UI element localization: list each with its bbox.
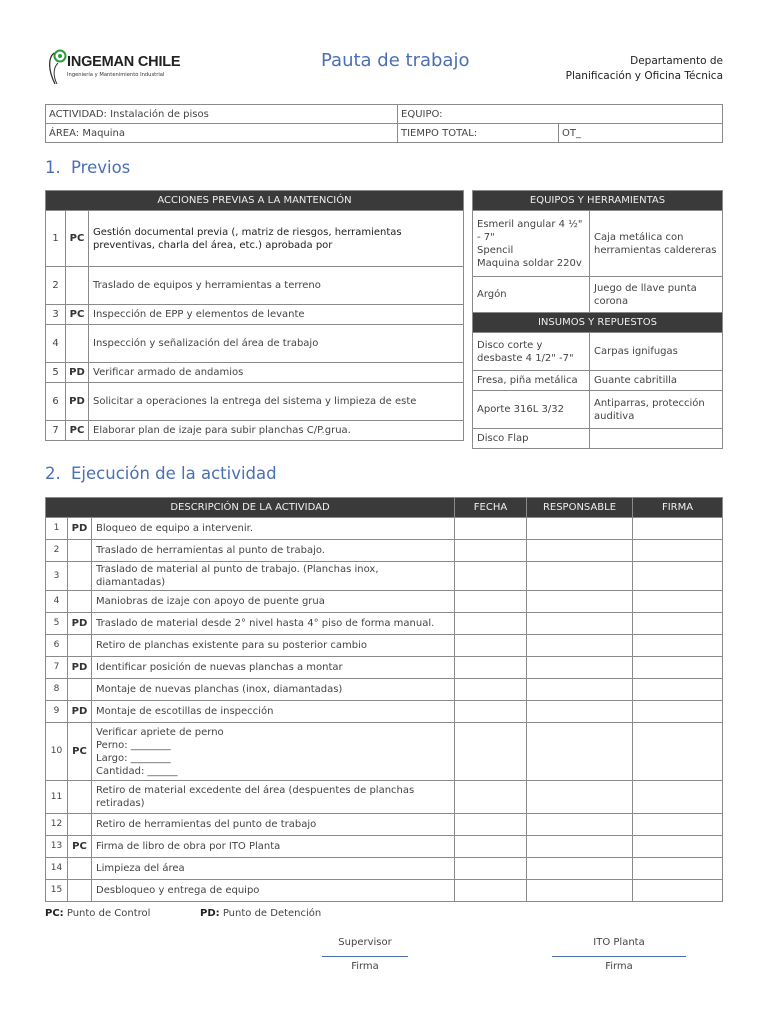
responsible-cell[interactable] xyxy=(527,781,633,814)
table-row xyxy=(46,325,464,363)
row-code xyxy=(68,781,92,814)
date-cell[interactable] xyxy=(455,701,527,723)
row-text: Bloqueo de equipo a intervenir. xyxy=(92,518,455,540)
supply-cell: Disco corte y desbaste 4 1/2" -7" xyxy=(473,333,590,371)
table-row xyxy=(46,518,723,540)
row-code xyxy=(68,679,92,701)
responsible-cell[interactable] xyxy=(527,657,633,679)
date-cell[interactable] xyxy=(455,562,527,591)
row-code: PC xyxy=(68,723,92,781)
responsible-cell[interactable] xyxy=(527,858,633,880)
responsible-cell[interactable] xyxy=(527,814,633,836)
supplies-header: INSUMOS Y REPUESTOS xyxy=(473,313,723,333)
signature-header: FIRMA xyxy=(633,498,723,518)
row-code: PC xyxy=(66,211,89,267)
equipment-item: Spencil xyxy=(477,244,514,256)
table-row xyxy=(473,277,723,313)
date-cell[interactable] xyxy=(455,657,527,679)
row-text: Elaborar plan de izaje para subir planchas C/P.grua. xyxy=(89,421,464,441)
ito-signature[interactable] xyxy=(552,937,686,972)
row-text: Desbloqueo y entrega de equipo xyxy=(92,880,455,902)
signature-cell[interactable] xyxy=(633,858,723,880)
responsible-cell[interactable] xyxy=(527,540,633,562)
date-cell[interactable] xyxy=(455,591,527,613)
row-text: Inspección de EPP y elementos de levante xyxy=(89,305,464,325)
signature-cell[interactable] xyxy=(633,562,723,591)
table-row xyxy=(46,562,723,591)
row-text: Gestión documental previa (, matriz de riesgos, herramientas preventivas, charla del área, etc.) aprobada por xyxy=(89,211,464,267)
signature-cell[interactable] xyxy=(633,518,723,540)
section-previos-title xyxy=(45,158,130,177)
supervisor-signature[interactable] xyxy=(322,937,408,972)
table-row xyxy=(473,211,723,277)
row-text: Solicitar a operaciones la entrega del sistema y limpieza de este xyxy=(89,383,464,421)
row-number: 6 xyxy=(46,635,68,657)
table-row xyxy=(473,391,723,429)
signature-cell[interactable] xyxy=(633,880,723,902)
firma-label: Firma xyxy=(605,961,633,972)
row-number: 2 xyxy=(46,267,66,305)
row-code: PC xyxy=(66,421,89,441)
equipment-cell: Caja metálica con herramientas caldereras xyxy=(590,211,723,277)
supply-cell: Carpas ignifugas xyxy=(590,333,723,371)
equipment-cell: Juego de llave punta corona xyxy=(590,277,723,313)
date-header: FECHA xyxy=(455,498,527,518)
department-label xyxy=(566,54,723,84)
gear-leaf-logo-icon xyxy=(45,48,67,88)
row-text: Traslado de herramientas al punto de trabajo. xyxy=(92,540,455,562)
row-number: 15 xyxy=(46,880,68,902)
signature-line xyxy=(552,956,686,957)
row-number: 12 xyxy=(46,814,68,836)
actividad-cell: ACTIVIDAD: Instalación de pisos xyxy=(46,105,398,124)
responsible-cell[interactable] xyxy=(527,701,633,723)
section-number: 2. xyxy=(45,464,61,483)
date-cell[interactable] xyxy=(455,836,527,858)
row-text: Identificar posición de nuevas planchas a montar xyxy=(92,657,455,679)
signature-cell[interactable] xyxy=(633,723,723,781)
supervisor-label: Supervisor xyxy=(338,937,392,948)
signature-cell[interactable] xyxy=(633,591,723,613)
responsible-cell[interactable] xyxy=(527,562,633,591)
execution-table xyxy=(45,497,723,902)
section-ejecucion-title xyxy=(45,464,277,483)
date-cell[interactable] xyxy=(455,540,527,562)
row-text: Retiro de herramientas del punto de trabajo xyxy=(92,814,455,836)
equipment-item: Maquina soldar 220v xyxy=(477,257,582,269)
previous-actions-header: ACCIONES PREVIAS A LA MANTENCIÓN xyxy=(46,191,464,211)
row-text: Firma de libro de obra por ITO Planta xyxy=(92,836,455,858)
responsible-cell[interactable] xyxy=(527,613,633,635)
row-text: Inspección y señalización del área de trabajo xyxy=(89,325,464,363)
date-cell[interactable] xyxy=(455,635,527,657)
row-number: 5 xyxy=(46,613,68,635)
equipment-header: EQUIPOS Y HERRAMIENTAS xyxy=(473,191,723,211)
signature-cell[interactable] xyxy=(633,613,723,635)
supply-cell: Guante cabritilla xyxy=(590,371,723,391)
row-number: 3 xyxy=(46,562,68,591)
row-number: 11 xyxy=(46,781,68,814)
legend-pd-text: Punto de Detención xyxy=(219,908,322,919)
date-cell[interactable] xyxy=(455,723,527,781)
row-number: 4 xyxy=(46,325,66,363)
signature-cell[interactable] xyxy=(633,701,723,723)
row-code: PC xyxy=(68,836,92,858)
table-row xyxy=(46,679,723,701)
row-code: PD xyxy=(68,613,92,635)
row-text: Verificar armado de andamios xyxy=(89,363,464,383)
signature-cell[interactable] xyxy=(633,540,723,562)
row-code: PD xyxy=(68,657,92,679)
row-text: Retiro de material excedente del área (despuentes de planchas retiradas) xyxy=(92,781,455,814)
row-number: 4 xyxy=(46,591,68,613)
signature-cell[interactable] xyxy=(633,657,723,679)
row-number: 9 xyxy=(46,701,68,723)
ito-label: ITO Planta xyxy=(593,937,645,948)
table-row xyxy=(46,723,723,781)
signature-cell[interactable] xyxy=(633,679,723,701)
equipment-cell: Argón xyxy=(473,277,590,313)
table-row xyxy=(473,429,723,449)
activity-info-table xyxy=(45,104,723,143)
table-row xyxy=(46,591,723,613)
row-number: 1 xyxy=(46,518,68,540)
row-number: 7 xyxy=(46,657,68,679)
area-cell: ÁREA: Maquina xyxy=(46,124,398,143)
previous-actions-table xyxy=(45,190,464,441)
table-row xyxy=(46,880,723,902)
row-number: 5 xyxy=(46,363,66,383)
row-text: Maniobras de izaje con apoyo de puente grua xyxy=(92,591,455,613)
supply-cell: Disco Flap xyxy=(473,429,590,449)
row-text: Traslado de equipos y herramientas a terreno xyxy=(89,267,464,305)
row-number: 6 xyxy=(46,383,66,421)
row-number: 2 xyxy=(46,540,68,562)
date-cell[interactable] xyxy=(455,518,527,540)
responsible-cell[interactable] xyxy=(527,518,633,540)
row-code xyxy=(68,814,92,836)
row-code xyxy=(68,562,92,591)
legend-pc-text: Punto de Control xyxy=(63,908,151,919)
table-row xyxy=(46,836,723,858)
row-number: 7 xyxy=(46,421,66,441)
responsible-cell[interactable] xyxy=(527,880,633,902)
row-text: Montaje de nuevas planchas (inox, diamantadas) xyxy=(92,679,455,701)
supply-cell xyxy=(590,429,723,449)
table-row xyxy=(46,363,464,383)
responsible-header: RESPONSABLE xyxy=(527,498,633,518)
legend xyxy=(45,908,322,919)
table-row xyxy=(473,371,723,391)
row-number: 1 xyxy=(46,211,66,267)
row-code: PD xyxy=(68,701,92,723)
tiempo-total-cell: TIEMPO TOTAL: xyxy=(398,124,559,143)
row-code xyxy=(68,540,92,562)
department-line-2: Planificación y Oficina Técnica xyxy=(565,70,723,82)
table-row xyxy=(46,267,464,305)
supply-cell: Aporte 316L 3/32 xyxy=(473,391,590,429)
table-row xyxy=(46,858,723,880)
table-row xyxy=(46,211,464,267)
signature-cell[interactable] xyxy=(633,781,723,814)
signature-cell[interactable] xyxy=(633,814,723,836)
date-cell[interactable] xyxy=(455,781,527,814)
company-logo xyxy=(45,48,235,88)
row-text-line: Verificar apriete de perno xyxy=(96,726,224,738)
row-text-line: Largo: ________ xyxy=(96,752,171,764)
date-cell[interactable] xyxy=(455,679,527,701)
signature-cell[interactable] xyxy=(633,635,723,657)
row-code: PC xyxy=(66,305,89,325)
date-cell[interactable] xyxy=(455,880,527,902)
table-row xyxy=(46,635,723,657)
equipment-table xyxy=(472,190,723,449)
date-cell[interactable] xyxy=(455,858,527,880)
legend-pc xyxy=(45,908,150,919)
responsible-cell[interactable] xyxy=(527,723,633,781)
date-cell[interactable] xyxy=(455,613,527,635)
table-row xyxy=(473,333,723,371)
table-row xyxy=(46,657,723,679)
table-row xyxy=(46,383,464,421)
firma-label: Firma xyxy=(351,961,379,972)
equipment-item: Esmeril angular 4 ½" - 7" xyxy=(477,218,583,243)
row-text: Retiro de planchas existente para su posterior cambio xyxy=(92,635,455,657)
row-code xyxy=(68,858,92,880)
row-text xyxy=(92,723,455,781)
table-row xyxy=(46,305,464,325)
row-text: Traslado de material al punto de trabajo. (Planchas inox, diamantadas) xyxy=(92,562,455,591)
row-number: 10 xyxy=(46,723,68,781)
row-code xyxy=(68,591,92,613)
responsible-cell[interactable] xyxy=(527,635,633,657)
supply-cell: Antiparras, protección auditiva xyxy=(590,391,723,429)
row-code xyxy=(68,635,92,657)
logo-name: INGEMAN CHILE xyxy=(67,54,181,70)
description-header: DESCRIPCIÓN DE LA ACTIVIDAD xyxy=(46,498,455,518)
row-text: Montaje de escotillas de inspección xyxy=(92,701,455,723)
table-row xyxy=(46,814,723,836)
row-number: 3 xyxy=(46,305,66,325)
table-row xyxy=(46,701,723,723)
table-row xyxy=(46,540,723,562)
row-text: Limpieza del área xyxy=(92,858,455,880)
document-title: Pauta de trabajo xyxy=(321,50,470,71)
table-row xyxy=(46,421,464,441)
department-line-1: Departamento de xyxy=(630,55,723,67)
equipo-cell: EQUIPO: xyxy=(398,105,723,124)
equipment-cell xyxy=(473,211,590,277)
row-code: PD xyxy=(66,363,89,383)
signature-line xyxy=(322,956,408,957)
page-header xyxy=(45,46,723,92)
row-text-line: Cantidad: ______ xyxy=(96,765,178,777)
responsible-cell[interactable] xyxy=(527,679,633,701)
row-code xyxy=(66,325,89,363)
legend-pd-code: PD: xyxy=(200,908,220,919)
table-row xyxy=(46,781,723,814)
section-name: Previos xyxy=(71,158,131,177)
row-number: 8 xyxy=(46,679,68,701)
section-name: Ejecución de la actividad xyxy=(71,464,277,483)
row-text: Traslado de material desde 2° nivel hasta 4° piso de forma manual. xyxy=(92,613,455,635)
ot-cell: OT_ xyxy=(559,124,723,143)
row-number: 14 xyxy=(46,858,68,880)
row-code: PD xyxy=(66,383,89,421)
row-code xyxy=(68,880,92,902)
supply-cell: Fresa, piña metálica xyxy=(473,371,590,391)
legend-pd xyxy=(200,908,321,919)
section-number: 1. xyxy=(45,158,61,177)
logo-subtitle: Ingeniería y Mantenimiento Industrial xyxy=(67,72,165,78)
legend-pc-code: PC: xyxy=(45,908,64,919)
row-code: PD xyxy=(68,518,92,540)
row-code xyxy=(66,267,89,305)
row-text-line: Perno: ________ xyxy=(96,739,171,751)
responsible-cell[interactable] xyxy=(527,591,633,613)
table-row xyxy=(46,613,723,635)
date-cell[interactable] xyxy=(455,814,527,836)
responsible-cell[interactable] xyxy=(527,836,633,858)
signature-cell[interactable] xyxy=(633,836,723,858)
row-number: 13 xyxy=(46,836,68,858)
